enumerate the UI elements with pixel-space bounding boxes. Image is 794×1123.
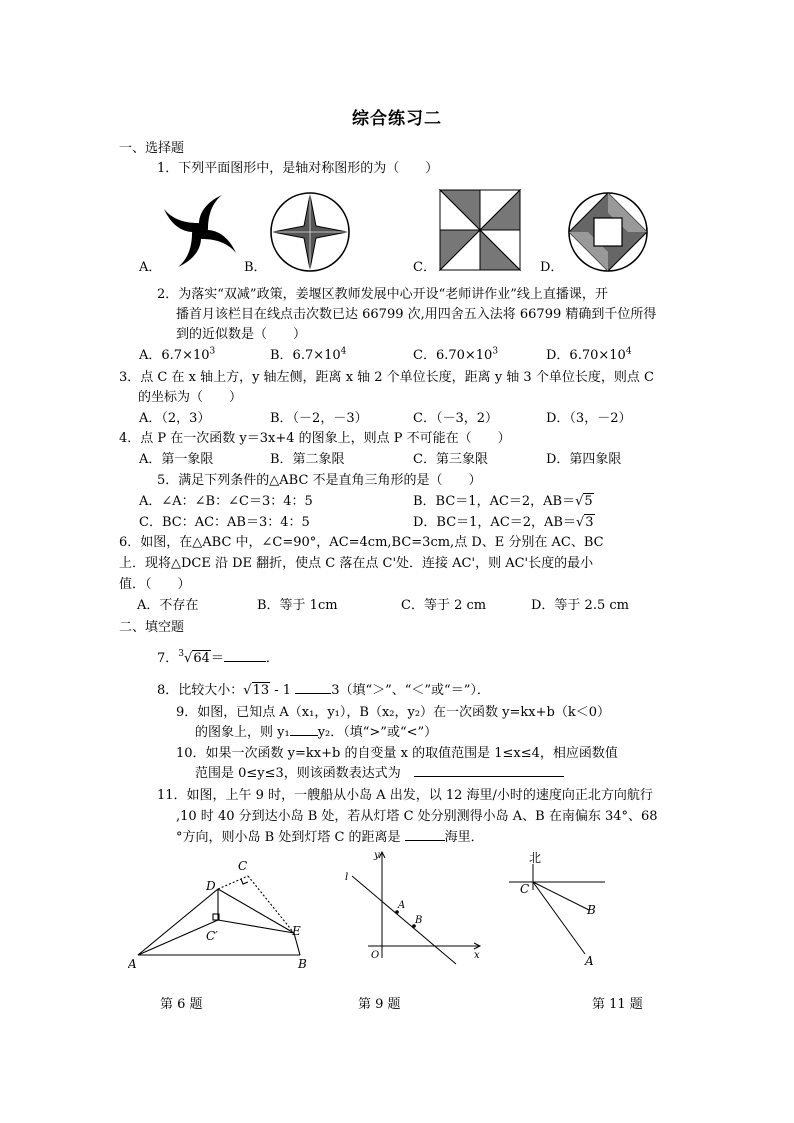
q8-line: 8．比较大小：√13 - 1 3（填“＞”、“＜”或“＝”）． [157, 683, 490, 698]
fig6-label-a: A [128, 957, 137, 971]
q1-figure-a-pinwheel [158, 190, 242, 272]
fig9-label-b: B [415, 915, 423, 926]
q6-option-d: D．等于 2.5 cm [531, 598, 629, 613]
q4-option-a: A．第一象限 [139, 452, 214, 467]
q5-option-b: B．BC＝1，AC＝2，AB＝√5 [413, 494, 593, 509]
q6-line1: 6．如图，在△ABC 中，∠C=90°，AC=4cm,BC=3cm,点 D、E 分别在 AC、BC [119, 535, 604, 550]
q10-line2: 范围是 0≤y≤3，则该函数表达式为 [195, 765, 564, 783]
fig6-label-c: C [238, 859, 248, 873]
q11-line3: °方向，则小岛 B 处到灯塔 C 的距离是 海里． [176, 830, 484, 845]
fig6-caption: 第 6 题 [160, 997, 203, 1012]
q4-option-d: D．第四象限 [546, 452, 622, 467]
q2-line2: 播首月该栏目在线点击次数已达 66799 次,用四舍五入法将 66799 精确到千位所得 [176, 307, 657, 322]
fig9-label-a: A [398, 900, 406, 911]
q4-option-c: C．第三象限 [413, 452, 488, 467]
figure-q9-linear-graph [338, 846, 488, 971]
q6-option-c: C．等于 2 cm [401, 598, 487, 613]
q3-line1: 3．点 C 在 x 轴上方，y 轴左侧，距离 x 轴 2 个单位长度，距离 y 轴 3 个单位长度，则点 C [119, 370, 654, 385]
fig9-label-x: x [474, 950, 480, 961]
q1-figure-d-square-circle [566, 190, 650, 274]
q2-option-d: D．$6.70\times 10^4$ [546, 346, 632, 363]
q1-label-d: D． [540, 260, 564, 275]
fig11-label-a: A [585, 954, 594, 968]
figure-q6-triangle [128, 856, 318, 976]
q2-option-a: A．$6.7\times 10^3$ [139, 346, 216, 363]
q3-option-b: B．（－2，－3） [270, 411, 368, 426]
q2-line3: 到的近似数是（ ） [176, 327, 307, 342]
fig9-label-l: l [345, 872, 349, 883]
q5-line1: 5．满足下列条件的△ABC 不是直角三角形的是（ ） [157, 473, 482, 488]
q1-label-a: A． [139, 260, 162, 275]
q3-option-a: A．（2，3） [139, 411, 211, 426]
q6-option-a: A．不存在 [137, 598, 199, 613]
section-choice: 一、选择题 [119, 141, 185, 156]
q3-line2: 的坐标为（ ） [138, 390, 243, 405]
q2-line1: 2．为落实“双减”政策，姜堰区教师发展中心开设“老师讲作业”线上直播课，开 [157, 287, 608, 302]
fig11-label-north: 北 [529, 851, 542, 865]
page-title: 综合练习二 [352, 109, 442, 129]
q1-figure-c-windmill [438, 188, 522, 272]
fig11-label-c: C [520, 882, 530, 896]
section-fill: 二、填空题 [119, 620, 185, 635]
q6-line2: 上．现将△DCE 沿 DE 翻折，使点 C 落在点 C'处．连接 AC'，则 AC'长度的最小 [119, 556, 594, 571]
fig11-caption: 第 11 题 [592, 997, 643, 1012]
q5-option-a: A．∠A：∠B：∠C＝3：4：5 [139, 494, 313, 509]
fig6-label-d: D [206, 879, 216, 893]
fig11-label-b: B [587, 903, 596, 917]
q5-option-d: D．BC＝1，AC＝2，AB＝√3 [413, 515, 594, 530]
q11-line1: 11．如图，上午 9 时，一艘船从小岛 A 出发，以 12 海里/小时的速度向正北方向航行 [157, 788, 653, 803]
q11-line2: ,10 时 40 分到达小岛 B 处，若从灯塔 C 处分别测得小岛 A、B 在南偏东 34°、68 [176, 809, 658, 824]
q3-option-c: C．（－3，2） [413, 411, 498, 426]
q1-label-c: C． [413, 260, 436, 275]
q6-option-b: B．等于 1cm [257, 598, 338, 613]
q4-line1: 4．点 P 在一次函数 y＝3x+4 的图象上，则点 P 不可能在（ ） [119, 431, 511, 446]
fig6-label-cprime: C′ [206, 929, 218, 943]
q9-line1: 9．如图，已知点 A（x₁，y₁），B（x₂，y₂）在一次函数 y=kx+b（k＜0） [176, 705, 610, 720]
fig6-label-e: E [292, 924, 301, 938]
q5-option-c: C．BC：AC：AB＝3：4：5 [139, 515, 310, 530]
figure-q11-bearings [505, 846, 610, 971]
q10-line1: 10．如果一次函数 y=kx+b 的自变量 x 的取值范围是 1≤x≤4，相应函数值 [176, 746, 618, 761]
fig6-label-b: B [298, 957, 307, 971]
fig9-caption: 第 9 题 [358, 997, 401, 1012]
q1-label-b: B． [244, 260, 267, 275]
q3-option-d: D．（3，－2） [546, 411, 632, 426]
q2-option-c: C．$6.70\times 10^3$ [413, 346, 499, 363]
fig9-label-y: y [374, 850, 380, 861]
q4-option-b: B．第二象限 [270, 452, 345, 467]
fig9-label-o: O [371, 950, 380, 961]
q1-figure-b-star-circle [268, 190, 352, 274]
q6-line3: 值．（ ） [119, 577, 191, 592]
q1-stem: 1．下列平面图形中，是轴对称图形的为（ ） [157, 161, 439, 176]
q2-option-b: B．$6.7\times 10^4$ [270, 346, 347, 363]
q7-line: 7．$^3$√64＝ ． [157, 649, 279, 666]
q9-line2: 的图象上，则 y₁ y₂．（填“>”或“<”） [195, 725, 438, 740]
